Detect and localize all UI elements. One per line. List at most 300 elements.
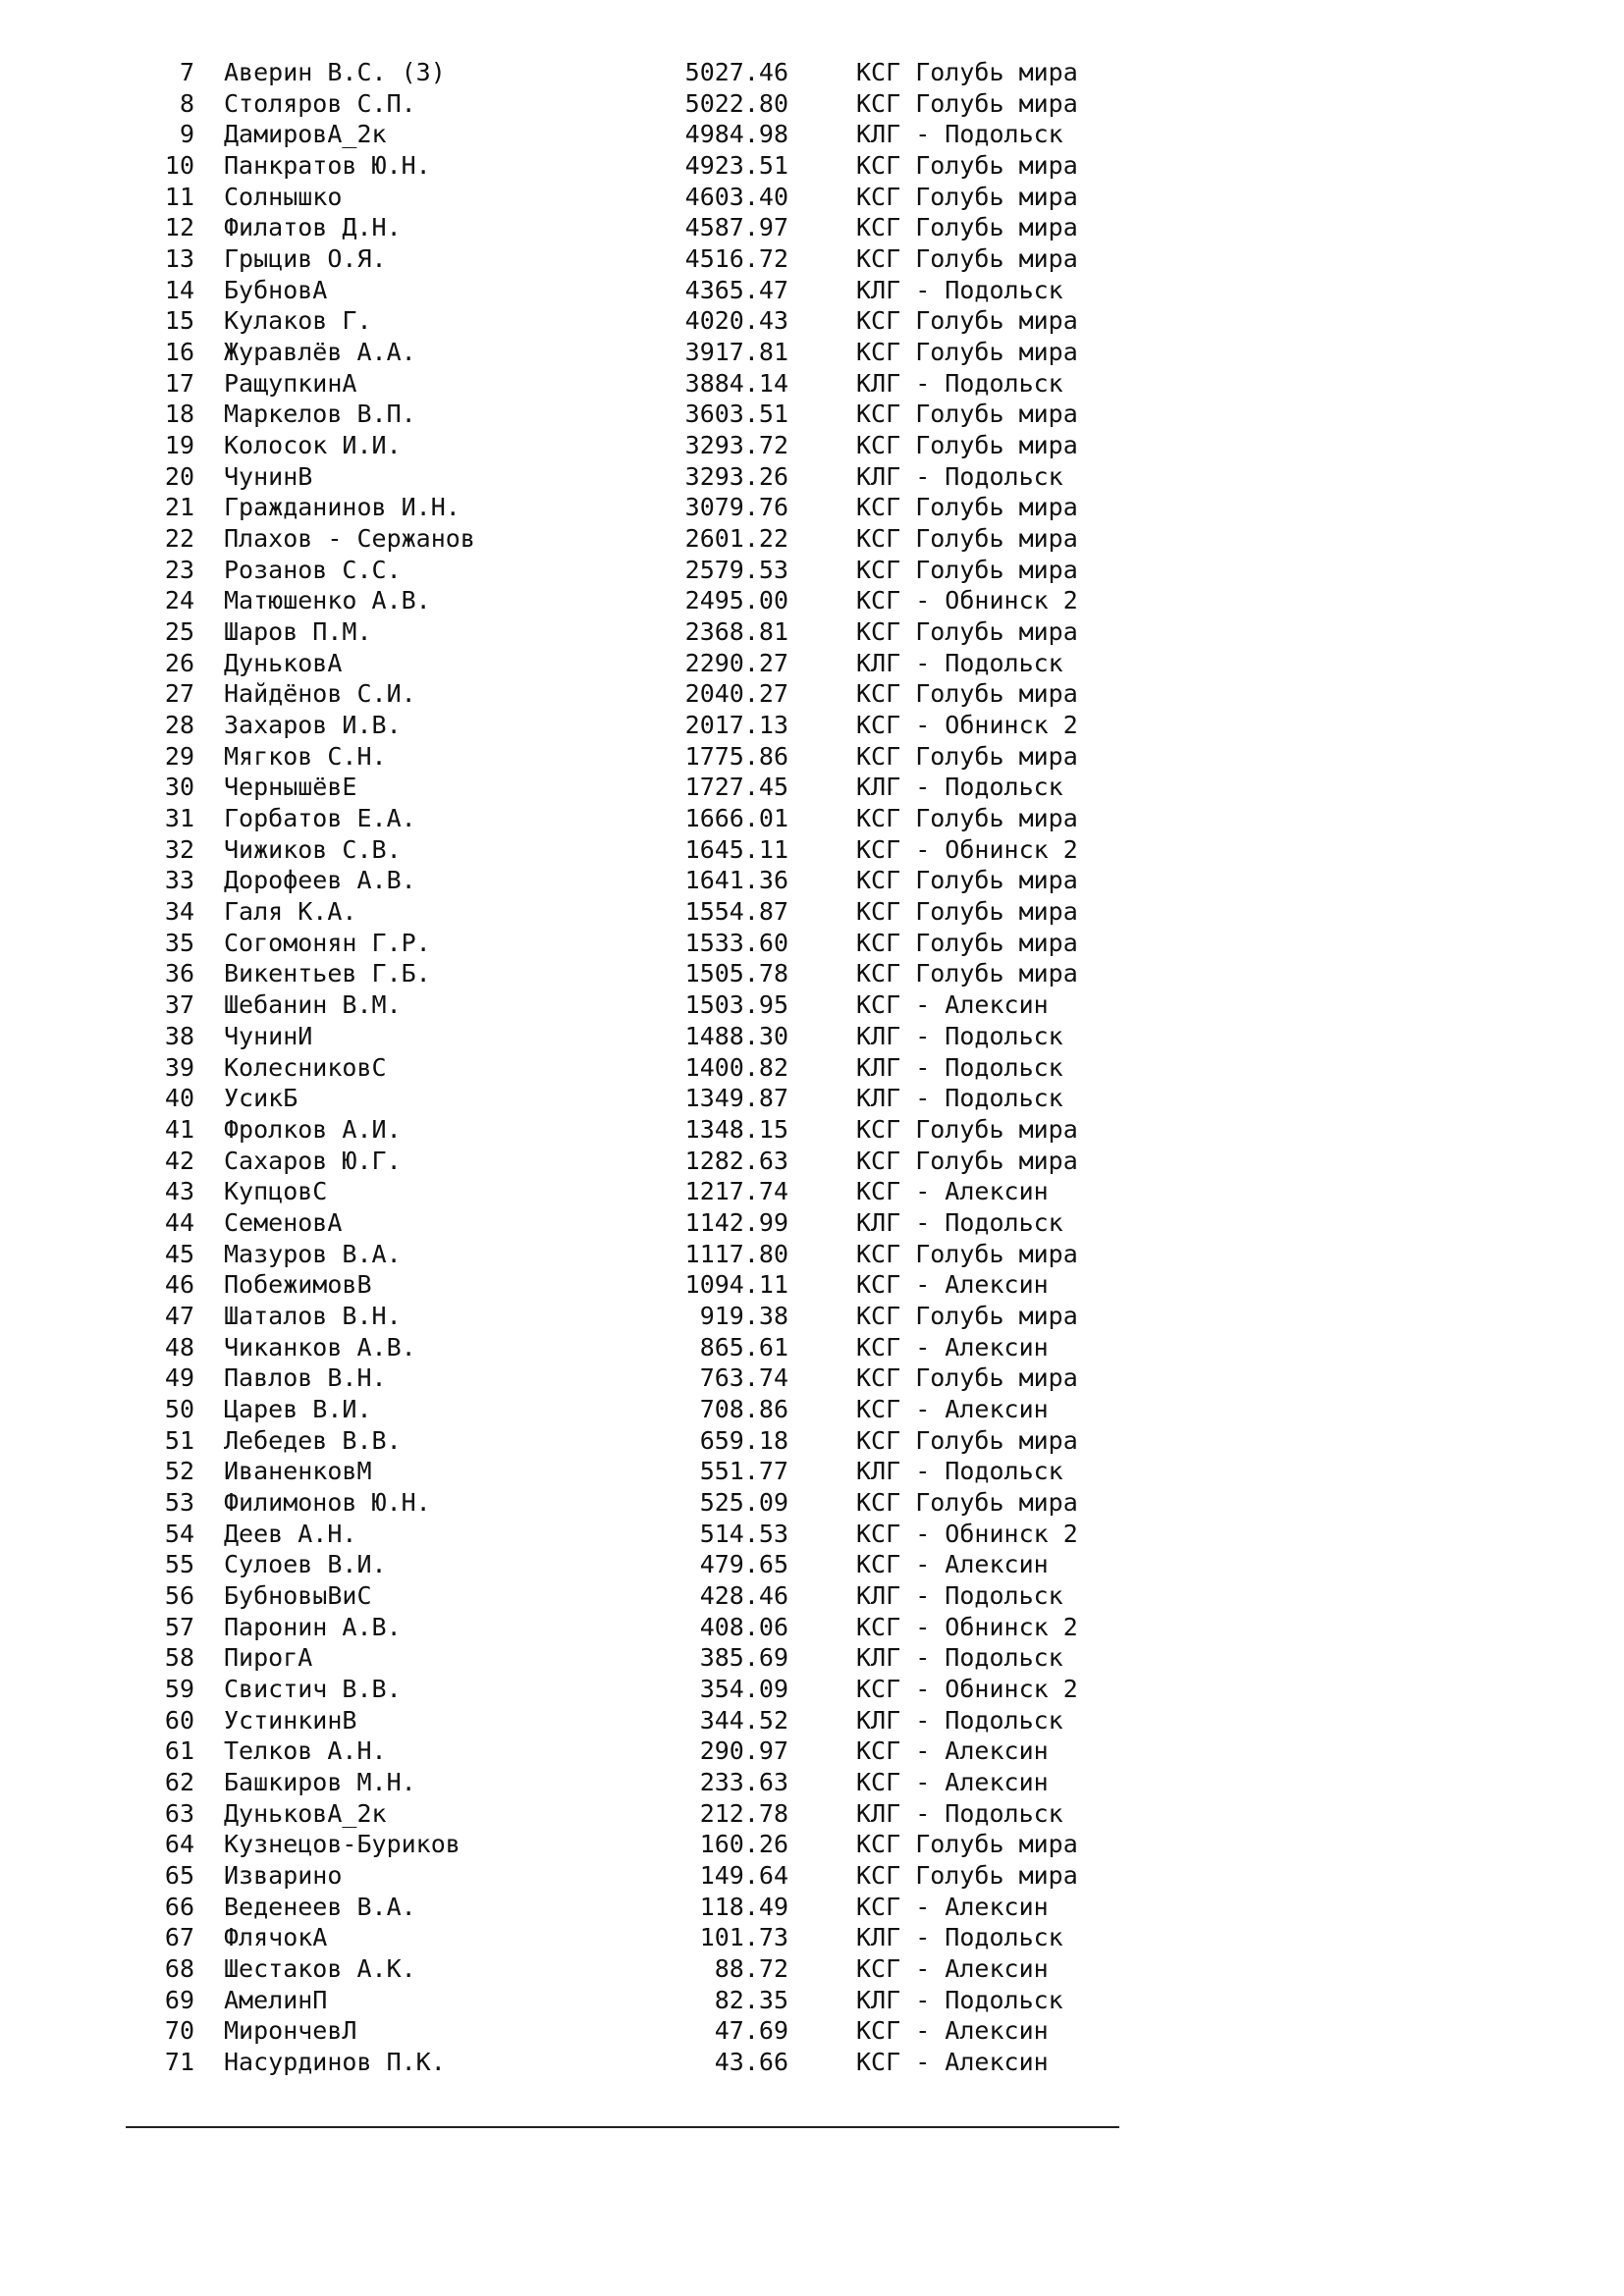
- name-cell: Розанов С.С.: [224, 555, 402, 584]
- score-cell: 763.74: [699, 1363, 788, 1393]
- table-row: [0, 1767, 1624, 1798]
- score-cell: 3293.72: [684, 431, 788, 460]
- club-cell: КЛГ - Подольск: [856, 120, 1063, 149]
- score-cell: 5022.80: [684, 88, 788, 118]
- name-cell: Шестаков А.К.: [224, 1953, 416, 1983]
- club-cell: КСГ - Обнинск 2: [856, 1519, 1078, 1548]
- score-cell: 43.66: [714, 2048, 788, 2076]
- club-cell: КСГ Голубь мира: [856, 555, 1078, 584]
- score-cell: 4984.98: [684, 120, 788, 149]
- score-cell: 2017.13: [684, 711, 788, 740]
- score-cell: 1094.11: [684, 1270, 788, 1300]
- table-row: [0, 1394, 1624, 1425]
- club-cell: КСГ - Обнинск 2: [856, 586, 1078, 615]
- club-cell: КСГ Голубь мира: [856, 1146, 1078, 1175]
- name-cell: РащупкинА: [224, 368, 357, 398]
- name-cell: Сулоев В.И.: [224, 1550, 387, 1579]
- table-row: [0, 275, 1624, 306]
- rank-cell: 26: [164, 648, 194, 677]
- rank-cell: 23: [164, 555, 194, 584]
- score-cell: 1349.87: [684, 1084, 788, 1113]
- table-row: [0, 1083, 1624, 1114]
- club-cell: КЛГ - Подольск: [856, 1207, 1063, 1237]
- club-cell: КЛГ - Подольск: [856, 1798, 1063, 1828]
- rank-cell: 65: [164, 1860, 194, 1890]
- club-cell: КЛГ - Подольск: [856, 1021, 1063, 1050]
- club-cell: КЛГ - Подольск: [856, 1705, 1063, 1735]
- club-cell: КЛГ - Подольск: [856, 368, 1063, 398]
- table-row: [0, 1146, 1624, 1177]
- name-cell: Павлов В.Н.: [224, 1363, 387, 1393]
- club-cell: КСГ Голубь мира: [856, 1860, 1078, 1890]
- score-cell: 2040.27: [684, 679, 788, 709]
- club-cell: КСГ Голубь мира: [856, 1301, 1078, 1330]
- name-cell: ПирогА: [224, 1643, 313, 1673]
- name-cell: ДуньковА_2к: [224, 1798, 387, 1828]
- table-row: [0, 678, 1624, 710]
- table-row: [0, 1549, 1624, 1580]
- table-row: [0, 1612, 1624, 1643]
- table-row: [0, 2047, 1624, 2078]
- table-row: [0, 1176, 1624, 1207]
- table-row: [0, 803, 1624, 834]
- name-cell: Матюшенко А.В.: [224, 586, 431, 615]
- table-row: [0, 1705, 1624, 1736]
- name-cell: Дорофеев А.В.: [224, 866, 416, 895]
- score-cell: 1775.86: [684, 741, 788, 771]
- table-row: [0, 1953, 1624, 1985]
- table-row: [0, 1829, 1624, 1860]
- table-row: [0, 1362, 1624, 1394]
- table-row: [0, 989, 1624, 1021]
- rank-cell: 45: [164, 1239, 194, 1268]
- score-cell: 47.69: [714, 2016, 788, 2046]
- club-cell: КСГ - Алексин: [856, 1550, 1049, 1579]
- score-cell: 1400.82: [684, 1052, 788, 1082]
- rank-cell: 54: [164, 1519, 194, 1548]
- club-cell: КЛГ - Подольск: [856, 773, 1063, 802]
- table-row: [0, 337, 1624, 368]
- table-row: [0, 1519, 1624, 1550]
- name-cell: ПобежимовВ: [224, 1270, 372, 1300]
- table-row: [0, 1735, 1624, 1767]
- name-cell: Захаров И.В.: [224, 711, 402, 740]
- rank-cell: 58: [164, 1643, 194, 1673]
- table-row: [0, 119, 1624, 150]
- table-row: [0, 834, 1624, 866]
- table-row: [0, 1860, 1624, 1892]
- rank-cell: 63: [164, 1798, 194, 1828]
- club-cell: КСГ Голубь мира: [856, 617, 1078, 647]
- club-cell: КСГ Голубь мира: [856, 959, 1078, 988]
- score-cell: 1727.45: [684, 773, 788, 802]
- club-cell: КСГ - Алексин: [856, 1953, 1049, 1983]
- name-cell: Веденеев В.А.: [224, 1892, 416, 1921]
- name-cell: АмелинП: [224, 1985, 328, 2014]
- rank-cell: 46: [164, 1270, 194, 1300]
- table-row: [0, 430, 1624, 461]
- club-cell: КСГ - Алексин: [856, 1394, 1049, 1423]
- name-cell: Чижиков С.В.: [224, 834, 402, 864]
- score-cell: 1666.01: [684, 804, 788, 833]
- name-cell: Чиканков А.В.: [224, 1332, 416, 1362]
- table-row: [0, 896, 1624, 928]
- club-cell: КЛГ - Подольск: [856, 275, 1063, 304]
- rank-cell: 33: [164, 866, 194, 895]
- table-row: [0, 1922, 1624, 1953]
- name-cell: Колосок И.И.: [224, 431, 402, 460]
- name-cell: Паронин А.В.: [224, 1612, 402, 1641]
- score-cell: 1503.95: [684, 990, 788, 1020]
- score-cell: 2601.22: [684, 524, 788, 554]
- rank-cell: 35: [164, 928, 194, 957]
- rank-cell: 42: [164, 1146, 194, 1175]
- table-row: [0, 492, 1624, 523]
- table-row: [0, 648, 1624, 679]
- club-cell: КСГ Голубь мира: [856, 804, 1078, 833]
- score-cell: 514.53: [699, 1519, 788, 1548]
- rank-cell: 69: [164, 1985, 194, 2014]
- club-cell: КСГ Голубь мира: [856, 741, 1078, 771]
- name-cell: Плахов - Сержанов: [224, 524, 475, 554]
- name-cell: Викентьев Г.Б.: [224, 959, 431, 988]
- name-cell: Галя К.А.: [224, 897, 357, 927]
- club-cell: КСГ - Алексин: [856, 1270, 1049, 1300]
- table-row: [0, 1892, 1624, 1923]
- rank-cell: 56: [164, 1580, 194, 1610]
- score-cell: 551.77: [699, 1457, 788, 1486]
- name-cell: Мазуров В.А.: [224, 1239, 402, 1268]
- score-cell: 1505.78: [684, 959, 788, 988]
- score-cell: 4587.97: [684, 213, 788, 242]
- name-cell: ДуньковА: [224, 648, 343, 677]
- name-cell: Панкратов Ю.Н.: [224, 151, 431, 181]
- table-row: [0, 305, 1624, 337]
- name-cell: Изварино: [224, 1860, 343, 1890]
- table-row: [0, 1021, 1624, 1052]
- club-cell: КСГ Голубь мира: [856, 1363, 1078, 1393]
- club-cell: КСГ Голубь мира: [856, 151, 1078, 181]
- rank-cell: 64: [164, 1830, 194, 1859]
- rank-cell: 30: [164, 773, 194, 802]
- table-row: [0, 1114, 1624, 1146]
- rank-cell: 21: [164, 493, 194, 522]
- rank-cell: 39: [164, 1052, 194, 1082]
- rank-cell: 51: [164, 1425, 194, 1455]
- table-row: [0, 1674, 1624, 1705]
- club-cell: КСГ Голубь мира: [856, 306, 1078, 336]
- club-cell: КСГ Голубь мира: [856, 1239, 1078, 1268]
- table-row: [0, 928, 1624, 959]
- club-cell: КСГ - Алексин: [856, 990, 1049, 1020]
- name-cell: Шаталов В.Н.: [224, 1301, 402, 1330]
- rank-cell: 71: [164, 2048, 194, 2076]
- club-cell: КСГ Голубь мира: [856, 1830, 1078, 1859]
- score-cell: 2290.27: [684, 648, 788, 677]
- club-cell: КСГ Голубь мира: [856, 1487, 1078, 1517]
- club-cell: КЛГ - Подольск: [856, 1457, 1063, 1486]
- score-cell: 2579.53: [684, 555, 788, 584]
- rank-cell: 10: [164, 151, 194, 181]
- score-cell: 354.09: [699, 1674, 788, 1703]
- name-cell: ЧунинВ: [224, 461, 313, 491]
- score-cell: 1142.99: [684, 1207, 788, 1237]
- name-cell: ФлячокА: [224, 1923, 328, 1952]
- score-cell: 3293.26: [684, 461, 788, 491]
- rank-cell: 14: [164, 275, 194, 304]
- name-cell: ДамировА_2к: [224, 120, 387, 149]
- name-cell: Филатов Д.Н.: [224, 213, 402, 242]
- rank-cell: 7: [179, 58, 194, 86]
- name-cell: Шаров П.М.: [224, 617, 372, 647]
- score-cell: 149.64: [699, 1860, 788, 1890]
- name-cell: Насурдинов П.К.: [224, 2048, 446, 2076]
- rank-cell: 52: [164, 1457, 194, 1486]
- club-cell: КСГ Голубь мира: [856, 431, 1078, 460]
- rank-cell: 16: [164, 338, 194, 367]
- name-cell: Мягков С.Н.: [224, 741, 387, 771]
- club-cell: КСГ - Обнинск 2: [856, 1612, 1078, 1641]
- rank-cell: 41: [164, 1114, 194, 1144]
- score-cell: 1533.60: [684, 928, 788, 957]
- rank-cell: 27: [164, 679, 194, 709]
- name-cell: Кулаков Г.: [224, 306, 372, 336]
- table-row: [0, 243, 1624, 275]
- name-cell: ИваненковМ: [224, 1457, 372, 1486]
- table-row: [0, 461, 1624, 493]
- score-cell: 212.78: [699, 1798, 788, 1828]
- name-cell: Столяров С.П.: [224, 88, 416, 118]
- score-cell: 479.65: [699, 1550, 788, 1579]
- name-cell: МирончевЛ: [224, 2016, 357, 2046]
- score-cell: 344.52: [699, 1705, 788, 1735]
- score-cell: 88.72: [714, 1953, 788, 1983]
- table-row: [0, 1580, 1624, 1612]
- table-row: [0, 1798, 1624, 1830]
- club-cell: КСГ - Обнинск 2: [856, 834, 1078, 864]
- score-cell: 408.06: [699, 1612, 788, 1641]
- score-cell: 659.18: [699, 1425, 788, 1455]
- rank-cell: 32: [164, 834, 194, 864]
- rank-cell: 66: [164, 1892, 194, 1921]
- score-cell: 919.38: [699, 1301, 788, 1330]
- score-cell: 3603.51: [684, 400, 788, 429]
- rank-cell: 43: [164, 1177, 194, 1206]
- club-cell: КСГ Голубь мира: [856, 897, 1078, 927]
- club-cell: КСГ Голубь мира: [856, 400, 1078, 429]
- rank-cell: 11: [164, 182, 194, 211]
- club-cell: КСГ Голубь мира: [856, 213, 1078, 242]
- name-cell: Горбатов Е.А.: [224, 804, 416, 833]
- score-cell: 428.46: [699, 1580, 788, 1610]
- club-cell: КСГ Голубь мира: [856, 244, 1078, 274]
- name-cell: Свистич В.В.: [224, 1674, 402, 1703]
- name-cell: КупцовС: [224, 1177, 328, 1206]
- score-cell: 385.69: [699, 1643, 788, 1673]
- club-cell: КЛГ - Подольск: [856, 1580, 1063, 1610]
- name-cell: Найдёнов С.И.: [224, 679, 416, 709]
- table-row: [0, 958, 1624, 989]
- rank-cell: 17: [164, 368, 194, 398]
- club-cell: КЛГ - Подольск: [856, 648, 1063, 677]
- club-cell: КСГ Голубь мира: [856, 679, 1078, 709]
- score-cell: 708.86: [699, 1394, 788, 1423]
- rank-cell: 19: [164, 431, 194, 460]
- score-cell: 4020.43: [684, 306, 788, 336]
- name-cell: Лебедев В.В.: [224, 1425, 402, 1455]
- rank-cell: 22: [164, 524, 194, 554]
- rank-cell: 61: [164, 1736, 194, 1766]
- rank-cell: 37: [164, 990, 194, 1020]
- rank-cell: 24: [164, 586, 194, 615]
- score-cell: 4603.40: [684, 182, 788, 211]
- score-cell: 82.35: [714, 1985, 788, 2014]
- club-cell: КСГ - Обнинск 2: [856, 711, 1078, 740]
- rank-cell: 59: [164, 1674, 194, 1703]
- name-cell: БубновА: [224, 275, 328, 304]
- table-row: [0, 585, 1624, 616]
- club-cell: КЛГ - Подольск: [856, 1985, 1063, 2014]
- rank-cell: 13: [164, 244, 194, 274]
- score-cell: 160.26: [699, 1830, 788, 1859]
- club-cell: КЛГ - Подольск: [856, 1052, 1063, 1082]
- score-cell: 3884.14: [684, 368, 788, 398]
- score-cell: 525.09: [699, 1487, 788, 1517]
- score-cell: 4365.47: [684, 275, 788, 304]
- score-cell: 1641.36: [684, 866, 788, 895]
- club-cell: КСГ Голубь мира: [856, 866, 1078, 895]
- club-cell: КСГ Голубь мира: [856, 1425, 1078, 1455]
- club-cell: КСГ Голубь мира: [856, 58, 1078, 86]
- name-cell: УстинкинВ: [224, 1705, 357, 1735]
- score-cell: 4923.51: [684, 151, 788, 181]
- club-cell: КСГ Голубь мира: [856, 1114, 1078, 1144]
- club-cell: КСГ Голубь мира: [856, 338, 1078, 367]
- table-row: [0, 523, 1624, 555]
- score-cell: 3079.76: [684, 493, 788, 522]
- score-cell: 3917.81: [684, 338, 788, 367]
- rank-cell: 18: [164, 400, 194, 429]
- name-cell: БубновыВиС: [224, 1580, 372, 1610]
- table-row: [0, 399, 1624, 430]
- score-cell: 1348.15: [684, 1114, 788, 1144]
- club-cell: КСГ Голубь мира: [856, 182, 1078, 211]
- rank-cell: 8: [179, 88, 194, 118]
- table-row: [0, 1456, 1624, 1487]
- name-cell: Журавлёв А.А.: [224, 338, 416, 367]
- table-row: [0, 1487, 1624, 1519]
- table-row: [0, 772, 1624, 803]
- score-cell: 4516.72: [684, 244, 788, 274]
- score-cell: 101.73: [699, 1923, 788, 1952]
- score-cell: 2495.00: [684, 586, 788, 615]
- rank-cell: 12: [164, 213, 194, 242]
- table-row: [0, 368, 1624, 400]
- rank-cell: 53: [164, 1487, 194, 1517]
- club-cell: КСГ - Алексин: [856, 1332, 1049, 1362]
- name-cell: КолесниковС: [224, 1052, 387, 1082]
- name-cell: Царев В.И.: [224, 1394, 372, 1423]
- club-cell: КСГ - Алексин: [856, 1767, 1049, 1796]
- score-cell: 865.61: [699, 1332, 788, 1362]
- score-cell: 118.49: [699, 1892, 788, 1921]
- club-cell: КСГ Голубь мира: [856, 524, 1078, 554]
- table-row: [0, 865, 1624, 896]
- score-cell: 1217.74: [684, 1177, 788, 1206]
- score-cell: 1117.80: [684, 1239, 788, 1268]
- rank-cell: 48: [164, 1332, 194, 1362]
- rank-cell: 55: [164, 1550, 194, 1579]
- rank-cell: 29: [164, 741, 194, 771]
- name-cell: Грыцив О.Я.: [224, 244, 387, 274]
- name-cell: УсикБ: [224, 1084, 298, 1113]
- rank-cell: 38: [164, 1021, 194, 1050]
- name-cell: ЧернышёвЕ: [224, 773, 357, 802]
- rank-cell: 50: [164, 1394, 194, 1423]
- club-cell: КСГ - Алексин: [856, 2048, 1049, 2076]
- score-cell: 1488.30: [684, 1021, 788, 1050]
- rank-cell: 49: [164, 1363, 194, 1393]
- table-row: [0, 1985, 1624, 2016]
- table-row: [0, 2015, 1624, 2047]
- name-cell: ЧунинИ: [224, 1021, 313, 1050]
- bottom-rule: [126, 2126, 1119, 2128]
- name-cell: Деев А.Н.: [224, 1519, 357, 1548]
- rank-cell: 44: [164, 1207, 194, 1237]
- name-cell: Солнышко: [224, 182, 343, 211]
- table-row: [0, 57, 1624, 88]
- score-cell: 1282.63: [684, 1146, 788, 1175]
- rank-cell: 67: [164, 1923, 194, 1952]
- table-row: [0, 212, 1624, 243]
- table-row: [0, 616, 1624, 648]
- name-cell: Аверин В.С. (З): [224, 58, 446, 86]
- table-row: [0, 710, 1624, 741]
- club-cell: КЛГ - Подольск: [856, 1084, 1063, 1113]
- rank-cell: 57: [164, 1612, 194, 1641]
- table-row: [0, 88, 1624, 120]
- rank-cell: 31: [164, 804, 194, 833]
- name-cell: Гражданинов И.Н.: [224, 493, 460, 522]
- table-row: [0, 1269, 1624, 1301]
- results-table: [0, 57, 1624, 2078]
- name-cell: СеменовА: [224, 1207, 343, 1237]
- rank-cell: 68: [164, 1953, 194, 1983]
- rank-cell: 34: [164, 897, 194, 927]
- rank-cell: 20: [164, 461, 194, 491]
- score-cell: 290.97: [699, 1736, 788, 1766]
- name-cell: Сахаров Ю.Г.: [224, 1146, 402, 1175]
- club-cell: КСГ Голубь мира: [856, 493, 1078, 522]
- rank-cell: 70: [164, 2016, 194, 2046]
- score-cell: 1554.87: [684, 897, 788, 927]
- table-row: [0, 1301, 1624, 1332]
- table-row: [0, 741, 1624, 773]
- rank-cell: 28: [164, 711, 194, 740]
- rank-cell: 60: [164, 1705, 194, 1735]
- rank-cell: 15: [164, 306, 194, 336]
- table-row: [0, 182, 1624, 213]
- score-cell: 2368.81: [684, 617, 788, 647]
- table-row: [0, 1425, 1624, 1457]
- rank-cell: 36: [164, 959, 194, 988]
- rank-cell: 40: [164, 1084, 194, 1113]
- name-cell: Телков А.Н.: [224, 1736, 387, 1766]
- table-row: [0, 1332, 1624, 1363]
- club-cell: КЛГ - Подольск: [856, 461, 1063, 491]
- table-row: [0, 150, 1624, 182]
- name-cell: Филимонов Ю.Н.: [224, 1487, 431, 1517]
